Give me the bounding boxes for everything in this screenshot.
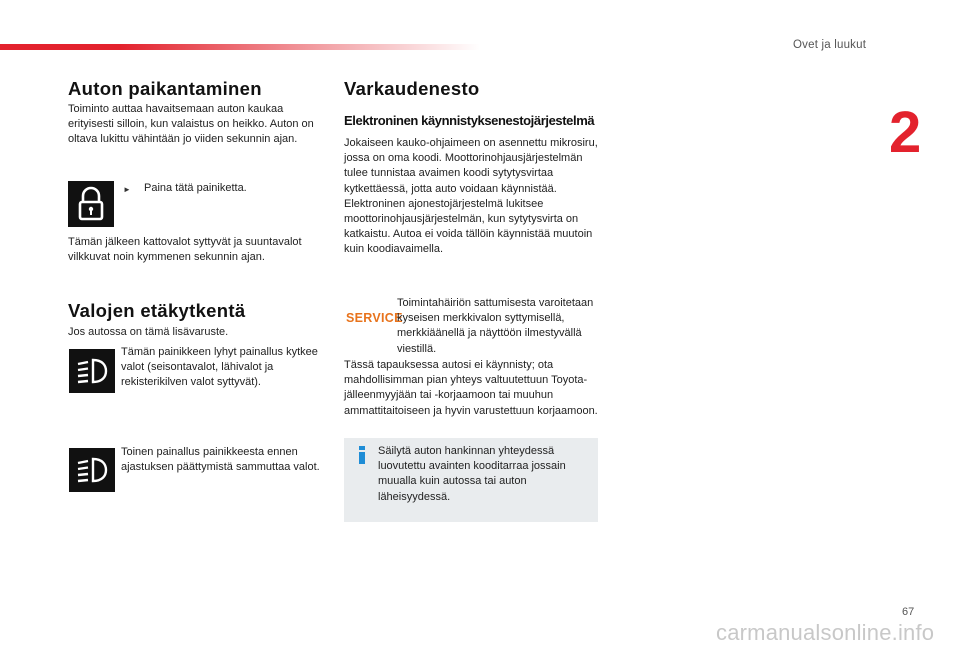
service-followup: Tässä tapauksessa autosi ei käynnisty; ota mahdollisimman pian yhteys valtuutettuun Toyota-jälleenmyyjään tai -korjaamoon tai muuhun ammattitaitoiseen ja hyvin varustettuun korjaamoon. — [344, 359, 598, 417]
lights-intro: Jos autossa on tämä lisävaruste. — [68, 326, 229, 338]
lights-second-press: Toinen painallus painikkeesta ennen ajastuksen päättymistä sammuttaa valot. — [121, 446, 320, 474]
lights-title: Valojen etäkytkentä — [68, 300, 246, 321]
antitheft-title: Varkaudenesto — [344, 78, 480, 99]
service-text: Toimintahäiriön sattumisesta varoitetaan kyseisen merkkivalon syttymisellä, merkkiäänellä ja näyttöön ilmestyvällä viestillä. — [397, 297, 594, 355]
headlight-button-image-1 — [69, 349, 115, 393]
locate-intro: Toiminto auttaa havaitsemaan auton kaukaa erityisesti silloin, kun valaistus on heikko. Auton on oltava lukittu vähintään jo viiden sekunnin ajan. — [68, 103, 314, 146]
headlight-button-image-2 — [69, 448, 115, 492]
headlight-icon — [69, 349, 115, 393]
watermark: carmanualsonline.info — [716, 620, 935, 645]
antitheft-subtitle: Elektroninen käynnistyksenestojärjestelmä — [344, 113, 595, 128]
service-warning-label: SERVICE — [346, 311, 403, 325]
padlock-button-image — [68, 181, 114, 227]
locate-title: Auton paikantaminen — [68, 78, 262, 99]
section-title: Ovet ja luukut — [793, 39, 867, 51]
header-red-bar — [0, 44, 480, 50]
antitheft-body: Jokaiseen kauko-ohjaimeen on asennettu mikrosiru, jossa on oma koodi. Moottorinohjausjärjestelmän tulee tunnistaa avaimen koodi sytytysvirtaa kytkettäessä, jotta auto voidaan käynnistää. Elektroninen ajonestojärjestelmä lukitsee moottorinohjausjärjestelmän, kun sytytysvirta on katkaistu. Autoa ei voida tällöin käynnistää muutoin kuin koodiavaimella. — [344, 137, 598, 256]
headlight-icon — [69, 448, 115, 492]
locate-result: Tämän jälkeen kattovalot syttyvät ja suuntavalot vilkkuvat noin kymmenen sekunnin ajan. — [68, 236, 302, 264]
page-number: 67 — [902, 606, 915, 618]
info-text: Säilytä auton hankinnan yhteydessä luovutettu avainten kooditarraa jossain muualla kuin autossa tai auton läheisyydessä. — [378, 445, 566, 503]
locate-step: Paina tätä painiketta. — [144, 182, 247, 194]
info-icon — [355, 445, 369, 465]
padlock-icon — [68, 181, 114, 227]
bullet-marker: ► — [123, 185, 131, 194]
lights-first-press: Tämän painikkeen lyhyt painallus kytkee valot (seisontavalot, lähivalot ja rekisterikilven valot syttyvät). — [121, 346, 318, 389]
chapter-number: 2 — [889, 100, 922, 165]
